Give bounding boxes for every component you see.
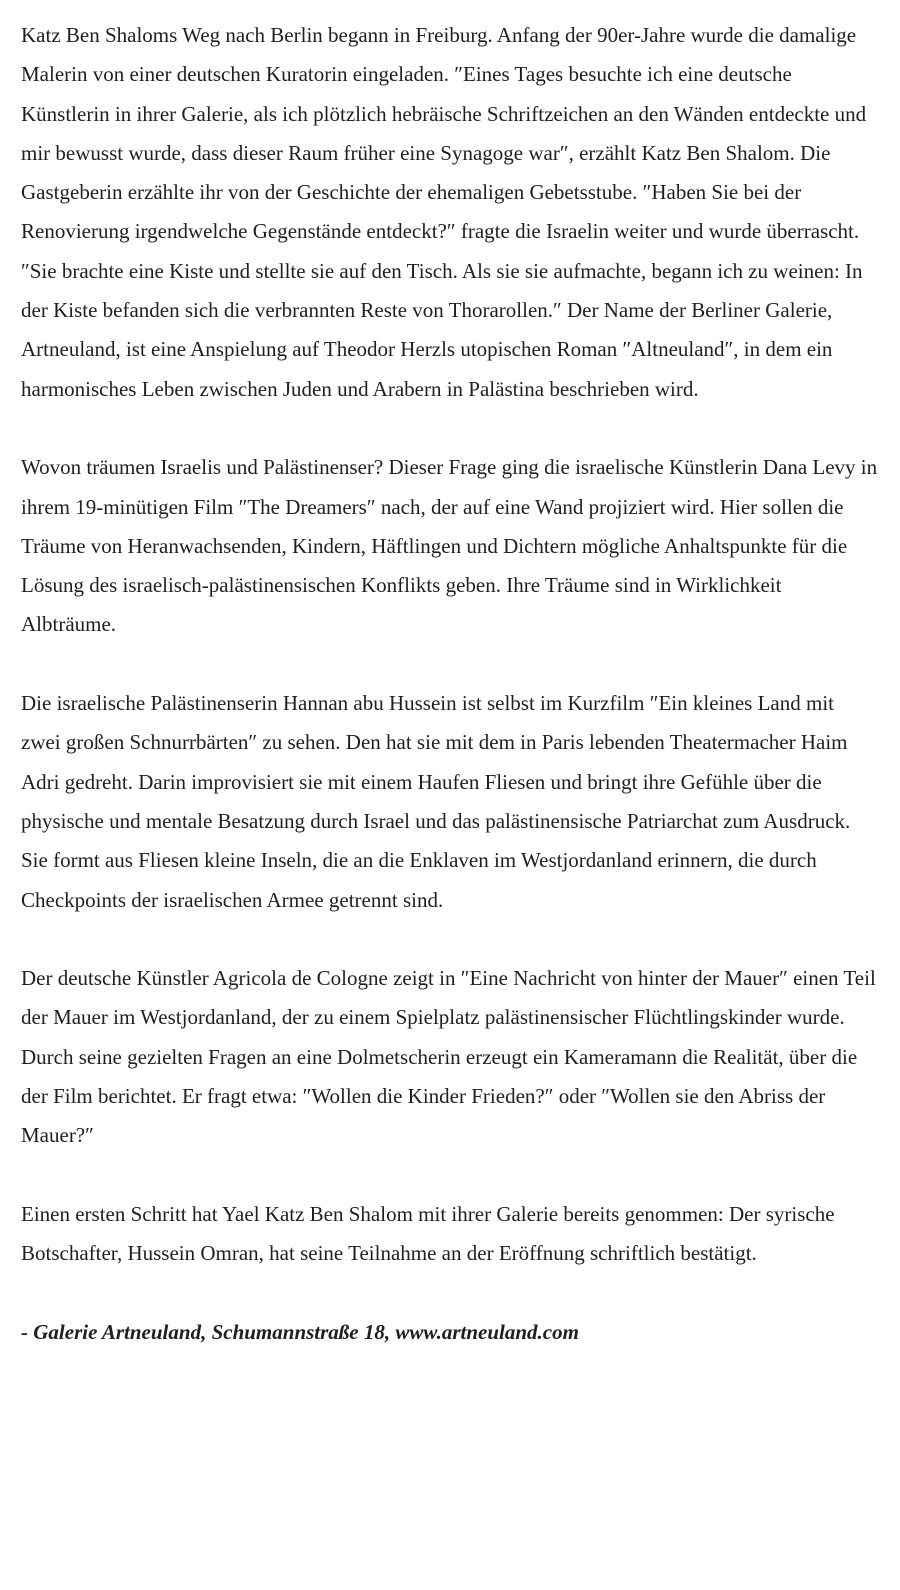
paragraph-short-film: Die israelische Palästinenserin Hannan abu Hussein ist selbst im Kurzfilm ″Ein kleines Land mit zwei großen Schnurrbärten″ zu sehen. Den hat sie mit dem in Paris lebenden Theatermacher Haim Adri gedreht. Darin improvisiert sie mit einem Haufen Fliesen und bringt ihre Gefühle über die physische und mentale Besatzung durch Israel und das palästinensische Patriarchat zum Ausdruck. Sie formt aus Fliesen kleine Inseln, die an die Enklaven im Westjordanland erinnern, die durch Checkpoints der israelischen Armee getrennt sind. (21, 691, 851, 912)
paragraph-freiburg-origin: Katz Ben Shaloms Weg nach Berlin begann in Freiburg. Anfang der 90er-Jahre wurde die damalige Malerin von einer deutschen Kuratorin eingeladen. ″Eines Tages besuchte ich eine deutsche Künstlerin in ihrer Galerie, als ich plötzlich hebräische Schriftzeichen an den Wänden entdeckte und mir bewusst wurde, dass dieser Raum früher eine Synagoge war″, erzählt Katz Ben Shalom. Die Gastgeberin erzählte ihr von der Geschichte der ehemaligen Gebetsstube. ″Haben Sie bei der Renovierung irgendwelche Gegenstände entdeckt?″ fragte die Israelin weiter und wurde überrascht. ″Sie brachte eine Kiste und stellte sie auf den Tisch. Als sie sie aufmachte, begann ich zu weinen: In der Kiste befanden sich die verbrannten Reste von Thorarollen.″ Der Name der Berliner Galerie, Artneuland, ist eine Anspielung auf Theodor Herzls utopischen Roman ″Altneuland″, in dem ein harmonisches Leben zwischen Juden und Arabern in Palästina beschrieben wird. (21, 23, 867, 401)
paragraph-the-dreamers: Wovon träumen Israelis und Palästinenser? Dieser Frage ging die israelische Künstlerin Dana Levy in ihrem 19-minütigen Film ″The Dreamers″ nach, der auf eine Wand projiziert wird. Hier sollen die Träume von Heranwachsenden, Kindern, Häftlingen und Dichtern mögliche Anhaltspunkte für die Lösung des israelisch-palästinensischen Konflikts geben. Ihre Träume sind in Wirklichkeit Albträume. (21, 455, 878, 637)
paragraph-first-step: Einen ersten Schritt hat Yael Katz Ben Shalom mit ihrer Galerie bereits genommen: Der syrische Botschafter, Hussein Omran, hat seine Teilnahme an der Eröffnung schriftlich bestätigt. (21, 1201, 835, 1266)
gallery-address-line: - Galerie Artneuland, Schumannstraße 18, www.artneuland.com (21, 1319, 579, 1344)
paragraph-message-from-behind-the-wall: Der deutsche Künstler Agricola de Cologne zeigt in ″Eine Nachricht von hinter der Mauer″ einen Teil der Mauer im Westjordanland, der zu einem Spielplatz palästinensischer Flüchtlingskinder wurde. Durch seine gezielten Fragen an eine Dolmetscherin erzeugt ein Kameramann die Realität, über die der Film berichtet. Er fragt etwa: ″Wollen die Kinder Frieden?″ oder ″Wollen sie den Abriss der Mauer?″ (21, 966, 876, 1148)
